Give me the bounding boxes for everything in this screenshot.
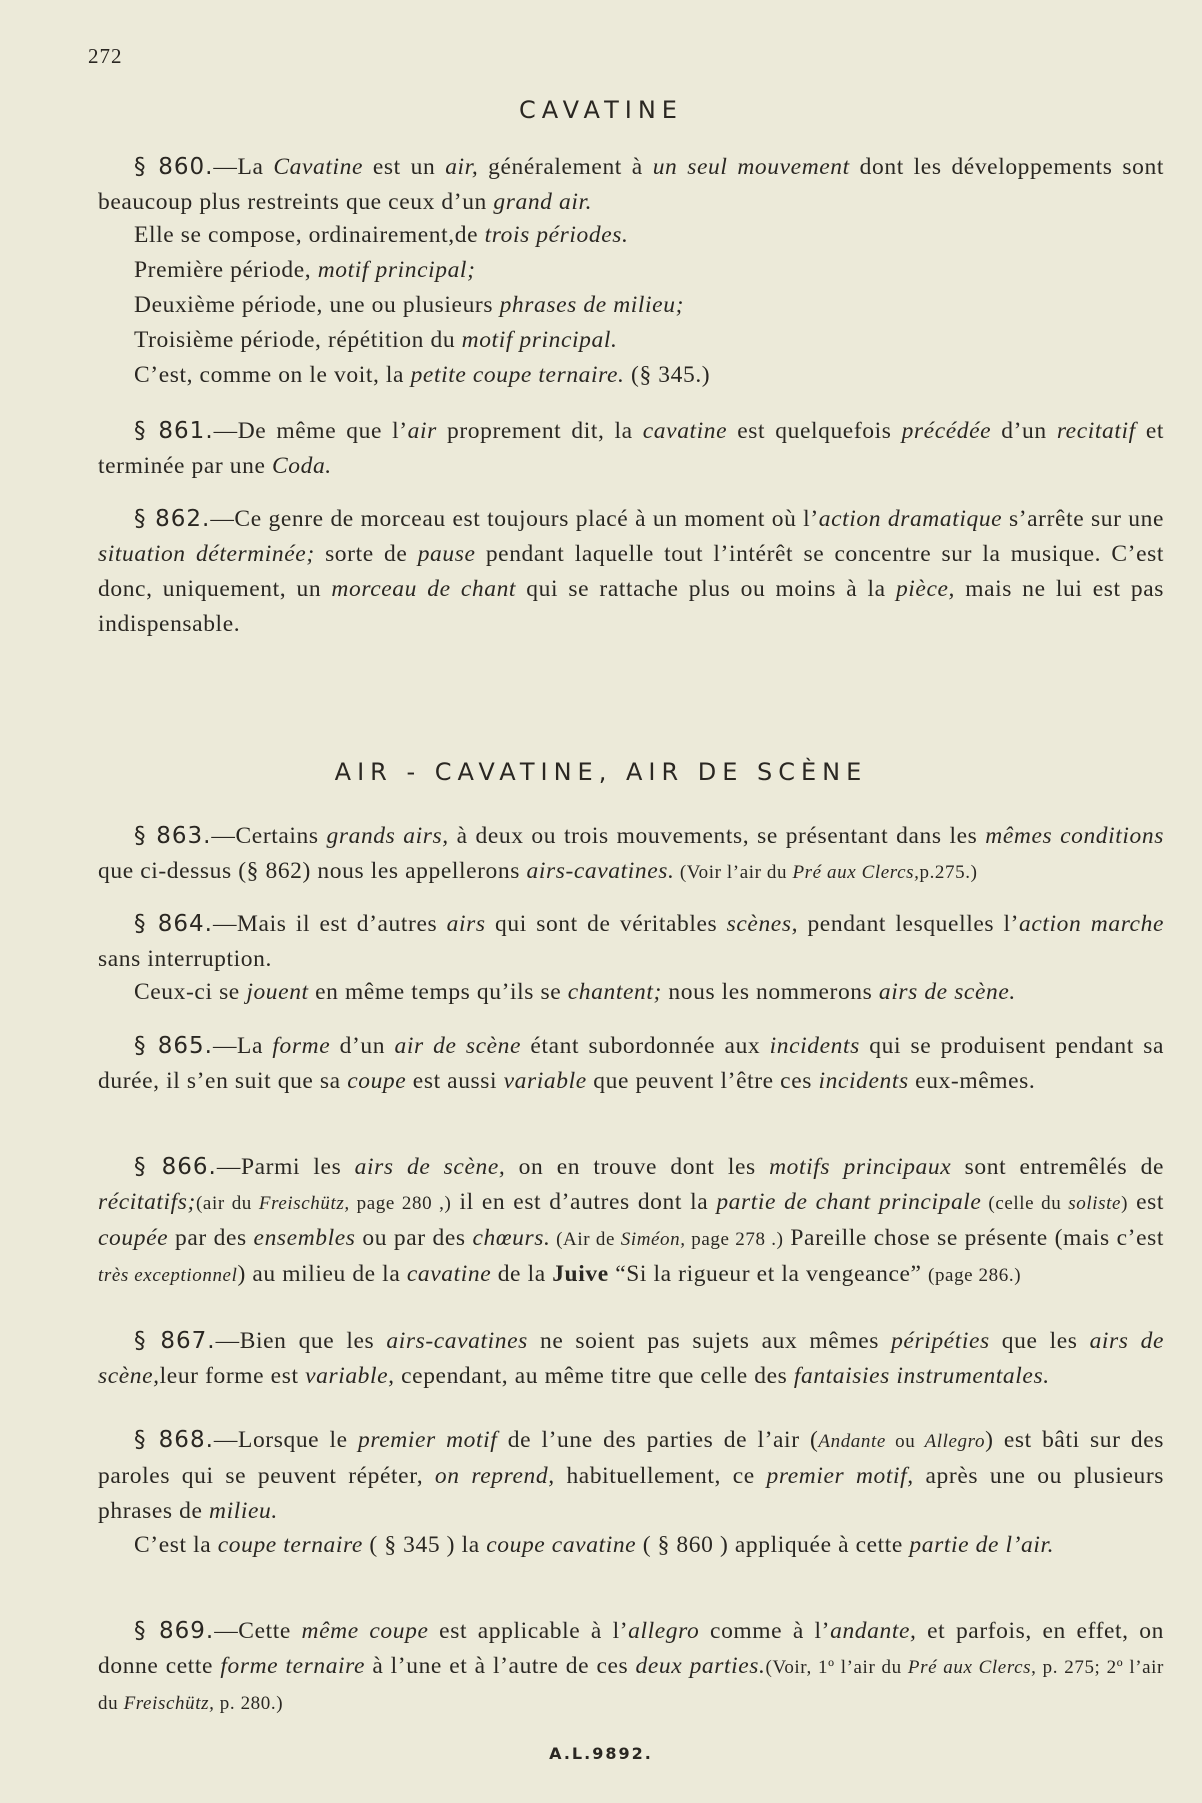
text-line: Deuxième période, une ou plusieurs phrases de milieu; <box>134 292 684 318</box>
section-number: § 861. <box>134 418 214 444</box>
section-number: § 865. <box>134 1033 213 1059</box>
section-number: § 868. <box>134 1427 214 1453</box>
paragraph-860: § 860.—La Cavatine est un air, généralement à un seul mouvement dont les développements sont beaucoup plus restreints que ceux d’un grand air. <box>98 148 1164 220</box>
section-number: § 866. <box>134 1154 217 1180</box>
paragraph-867: § 867.—Bien que les airs-cavatines ne soient pas sujets aux mêmes péripéties que les airs de scène,leur forme est variable, cependant, au même titre que celle des fantaisies instrumentales. <box>98 1322 1164 1394</box>
paragraph-868: § 868.—Lorsque le premier motif de l’une des parties de l’air (Andante ou Allegro) est bâti sur des paroles qui se peuvent répéter, on reprend, habituellement, ce premier motif, après une ou plusieurs phrases de milieu. <box>98 1421 1164 1529</box>
heading-cavatine: CAVATINE <box>519 96 683 124</box>
paragraph-863: § 863.—Certains grands airs, à deux ou trois mouvements, se présentant dans les mêmes conditions que ci-dessus (§ 862) nous les appellerons airs-cavatines. (Voir l’air du Pré aux Clercs,p.275.) <box>98 817 1164 890</box>
paragraph-864: § 864.—Mais il est d’autres airs qui sont de véritables scènes, pendant lesquelles l’action marche sans interruption. <box>98 905 1164 977</box>
paragraph-861: § 861.—De même que l’air proprement dit, la cavatine est quelquefois précédée d’un recitatif et terminée par une Coda. <box>98 412 1164 484</box>
section-number: § 860. <box>134 154 214 180</box>
heading-air-cavatine: AIR - CAVATINE, AIR DE SCÈNE <box>334 758 868 786</box>
section-number: § 867. <box>134 1328 216 1354</box>
paragraph-864-cont: Ceux-ci se jouent en même temps qu’ils se chantent; nous les nommerons airs de scène. <box>134 979 1016 1005</box>
plate-number: A.L.9892. <box>549 1744 653 1763</box>
section-number: § 864. <box>134 911 213 937</box>
section-number: § 862. <box>134 506 211 532</box>
text-line: Elle se compose, ordinairement,de trois périodes. <box>134 222 629 248</box>
paragraph-860-periods <box>134 218 1164 393</box>
paragraph-866: § 866.—Parmi les airs de scène, on en trouve dont les motifs principaux sont entremêlés de récitatifs;(air du Freischütz, page 280 ,) il en est d’autres dont la partie de chant principale (celle du soliste) est coupée par des ensembles ou par des chœurs. (Air de Siméon, page 278 .) Pareille chose se présente (mais c’est très exceptionnel) au milieu de la cavatine de la Juive “Si la rigueur et la vengeance” (page 286.) <box>98 1148 1164 1293</box>
paragraph-865: § 865.—La forme d’un air de scène étant subordonnée aux incidents qui se produisent pendant sa durée, il s’en suit que sa coupe est aussi variable que peuvent l’être ces incidents eux-mêmes. <box>98 1027 1164 1099</box>
paragraph-862: § 862.—Ce genre de morceau est toujours placé à un moment où l’action dramatique s’arrête sur une situation déterminée; sorte de pause pendant laquelle tout l’intérêt se concentre sur la musique. C’est donc, uniquement, un morceau de chant qui se rattache plus ou moins à la pièce, mais ne lui est pas indispensable. <box>98 500 1164 642</box>
text-line: Première période, motif principal; <box>134 257 476 283</box>
page-number: 272 <box>88 44 123 68</box>
section-number: § 863. <box>134 823 212 849</box>
paragraph-869: § 869.—Cette même coupe est applicable à l’allegro comme à l’andante, et parfois, en effet, on donne cette forme ternaire à l’une et à l’autre de ces deux parties.(Voir, 1º l’air du Pré aux Clercs, p. 275; 2º l’air du Freischütz, p. 280.) <box>98 1612 1164 1721</box>
text-line: C’est, comme on le voit, la petite coupe ternaire. (§ 345.) <box>134 362 711 388</box>
section-number: § 869. <box>134 1618 215 1644</box>
text-line: Troisième période, répétition du motif principal. <box>134 327 618 353</box>
paragraph-868-cont: C’est la coupe ternaire ( § 345 ) la coupe cavatine ( § 860 ) appliquée à cette partie de l’air. <box>134 1532 1055 1558</box>
